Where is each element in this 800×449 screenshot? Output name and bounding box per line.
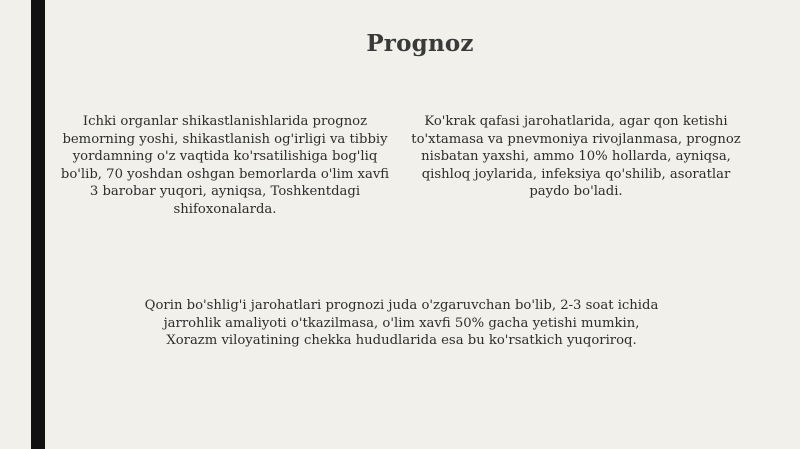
- paragraph-internal-organs: Ichki organlar shikastlanishlarida prognoz bemorning yoshi, shikastlanish og'irligi va tibbiy yordamning o'z vaqtida ko'rsatilishiga bog'liq bo'lib, 70 yoshdan oshgan bemorlarda o'lim xavfi 3 barobar yuqori, ayniqsa, Toshkentdagi shifoxonalarda.: [60, 114, 390, 217]
- paragraph-abdominal-injuries: Qorin bo'shlig'i jarohatlari prognozi juda o'zgaruvchan bo'lib, 2-3 soat ichida jarrohlik amaliyoti o'tkazilmasa, o'lim xavfi 50% gacha yetishi mumkin, Xorazm viloyatining chekka hududlarida esa bu ko'rsatkich yuqoriroq.: [144, 298, 659, 349]
- slide-title: Prognoz: [366, 30, 474, 57]
- accent-bar: [31, 0, 45, 449]
- paragraph-chest-injuries: Ko'krak qafasi jarohatlarida, agar qon ketishi to'xtamasa va pnevmoniya rivojlanmasa, prognoz nisbatan yaxshi, ammo 10% hollarda, ayniqsa, qishloq joylarida, infeksiya qo'shilib, asoratlar paydo bo'ladi.: [411, 114, 741, 200]
